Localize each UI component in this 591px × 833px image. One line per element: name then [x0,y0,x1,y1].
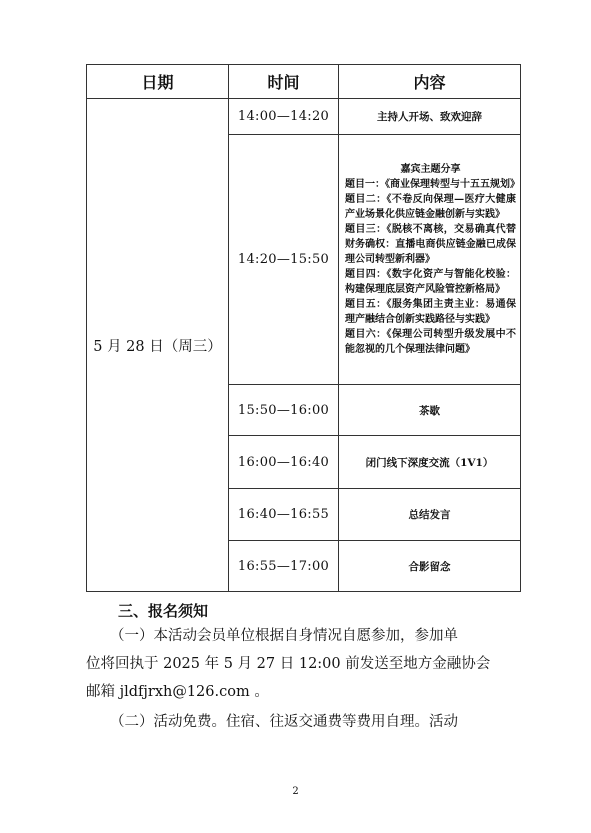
schedule-table [86,64,521,592]
paragraph-fees [86,708,520,736]
date-cell: 5 月 28 日（周三） [87,99,229,592]
content-cell: 合影留念 [339,541,521,592]
topic-item: 题目一：《商业保理转型与十五五规划》 [345,179,520,190]
content-cell: 总结发言 [339,489,521,541]
time-cell: 14:20—15:50 [229,135,339,385]
paragraph-registration [86,622,520,706]
table-header-row [87,65,521,99]
content-cell: 主持人开场、致欢迎辞 [339,99,521,135]
page-number: 2 [292,786,299,797]
section-title: 三、报名须知 [118,602,209,620]
guest-sharing-cell [339,135,521,385]
table-row [87,99,521,135]
sharing-title: 嘉宾主题分享 [400,164,461,175]
topic-item: 题目四：《数字化资产与智能化校验：构建保理底层资产风险管控新格局》 [345,269,516,295]
topic-item: 题目六：《保理公司转型升级发展中不能忽视的几个保理法律问题》 [345,329,516,355]
topic-item: 题目二：《不卷反向保理—医疗大健康产业场景化供应链金融创新与实践》 [345,194,516,220]
time-cell: 14:00—14:20 [229,99,339,135]
time-cell: 16:00—16:40 [229,436,339,489]
time-cell: 16:55—17:00 [229,541,339,592]
content-cell: 茶歇 [339,385,521,436]
paragraph-line: （一）本活动会员单位根据自身情况自愿参加，参加单 [110,628,458,644]
paragraph-line: （二）活动免费。住宿、往返交通费等费用自理。活动 [110,714,458,730]
paragraph-line: 位将回执于 2025 年 5 月 27 日 12:00 前发送至地方金融协会 [86,656,491,672]
topic-item: 题目三：《脱核不离核，交易确真代替财务确权：直播电商供应链金融已成保理公司转型新利器》 [345,224,516,265]
header-content: 内容 [339,65,521,99]
header-date: 日期 [87,65,229,99]
header-time: 时间 [229,65,339,99]
paragraph-line: 邮箱 jldfjrxh@126.com 。 [86,684,269,700]
topic-item: 题目五：《服务集团主责主业：易通保理产融结合创新实践路径与实践》 [345,299,516,325]
content-cell: 闭门线下深度交流（1V1） [339,436,521,489]
time-cell: 16:40—16:55 [229,489,339,541]
time-cell: 15:50—16:00 [229,385,339,436]
